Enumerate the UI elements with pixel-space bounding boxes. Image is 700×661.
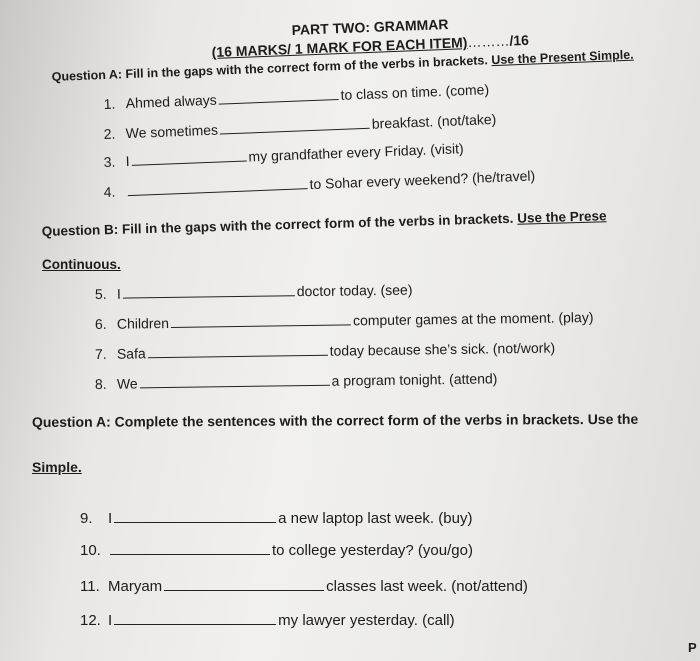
answer-blank[interactable]	[219, 98, 339, 105]
list-item: 6. Children computer games at the moment. (play)	[94, 309, 594, 332]
question-a1-tense: Use the Present Simple.	[491, 47, 634, 68]
answer-blank[interactable]	[128, 187, 308, 196]
question-a2-tense: Simple.	[32, 459, 82, 475]
page-corner-letter: P	[688, 640, 697, 655]
question-a1-instruction: Question A: Fill in the gaps with the correct form of the verbs in brackets. Use the Present Simple.	[51, 47, 634, 84]
question-b-instruction: Question B: Fill in the gaps with the correct form of the verbs in brackets. Use the Prese	[41, 208, 607, 239]
marks-text: (16 MARKS/ 1 MARK FOR EACH ITEM)	[211, 34, 468, 60]
answer-blank[interactable]	[148, 354, 328, 359]
question-b-tense-continued: Continuous.	[42, 257, 121, 272]
list-item: 2. We sometimes breakfast. (not/take)	[103, 110, 497, 142]
score-dots: ………	[467, 32, 510, 51]
answer-blank[interactable]	[123, 294, 295, 298]
answer-blank[interactable]	[164, 589, 324, 591]
score-total: /16	[509, 31, 530, 49]
list-item: 9. I a new laptop last week. (buy)	[80, 510, 473, 527]
list-item: 4. to Sohar every weekend? (he/travel)	[103, 167, 536, 200]
list-item: 10. to college yesterday? (you/go)	[80, 542, 473, 559]
list-item: 3. I my grandfather every Friday. (visit)	[103, 140, 464, 170]
list-item: 8. We a program tonight. (attend)	[94, 370, 498, 392]
answer-blank[interactable]	[132, 160, 247, 166]
answer-blank[interactable]	[114, 521, 276, 523]
question-a2-instruction: Question A: Complete the sentences with the correct form of the verbs in brackets. Use the	[31, 410, 639, 430]
list-item: 11. Maryam classes last week. (not/attend)	[80, 578, 528, 595]
answer-blank[interactable]	[220, 127, 370, 135]
list-item: 12. I my lawyer yesterday. (call)	[80, 612, 455, 629]
page-title: PART TWO: GRAMMAR	[291, 15, 449, 39]
list-item: 5. I doctor today. (see)	[94, 281, 413, 302]
answer-blank[interactable]	[110, 553, 270, 555]
list-item: 7. Safa today because she’s sick. (not/work)	[94, 339, 556, 362]
answer-blank[interactable]	[114, 623, 276, 625]
answer-blank[interactable]	[140, 384, 330, 389]
question-b-tense: Use the Prese	[516, 208, 607, 226]
answer-blank[interactable]	[171, 323, 351, 328]
list-item: 1. Ahmed always to class on time. (come)	[103, 81, 490, 112]
